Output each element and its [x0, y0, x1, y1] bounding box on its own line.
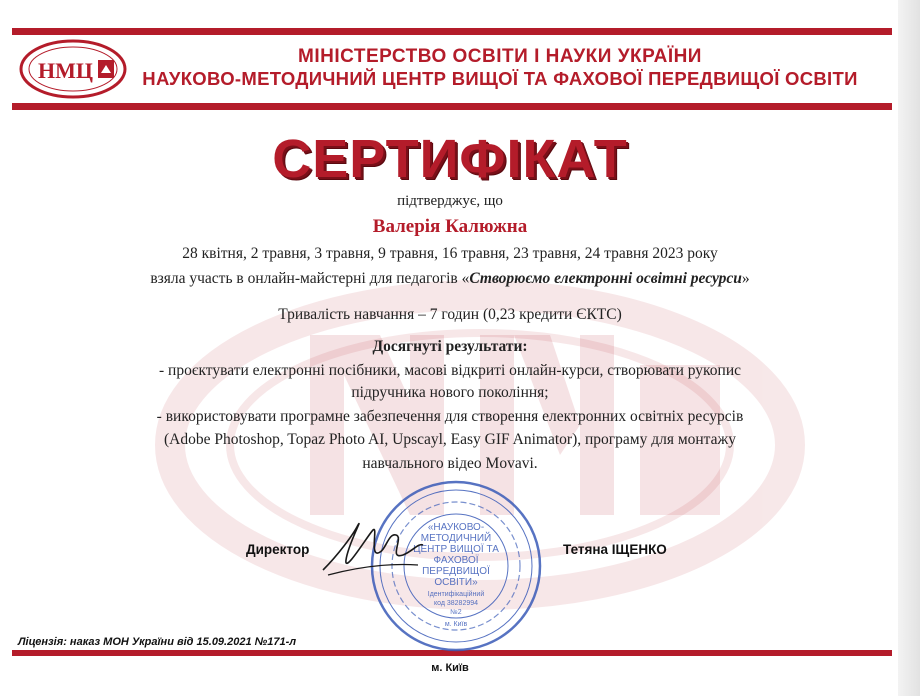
- logo-text: НМЦ: [38, 58, 93, 83]
- stamp-line: ПЕРЕДВИЩОЇ: [422, 566, 490, 577]
- training-duration: Тривалість навчання – 7 годин (0,23 кредити ЄКТС): [278, 306, 622, 323]
- recipient-name: Валерія Калюжна: [372, 216, 528, 237]
- header-red-bar: [12, 103, 892, 110]
- license-info: Ліцензія: наказ МОН України від 15.09.2021 №171-л: [18, 636, 297, 648]
- results-heading: Досягнуті результати:: [372, 338, 528, 355]
- stamp-code-label: Ідентифікаційний: [427, 591, 485, 598]
- stamp-line: ОСВІТИ»: [434, 577, 478, 588]
- stamp-line: «НАУКОВО-: [427, 522, 485, 533]
- city-label: м. Київ: [431, 662, 469, 674]
- participation-prefix: взяла участь в онлайн-майстерні для педагогів «: [150, 270, 470, 287]
- result-line: навчального відео Movavi.: [362, 455, 538, 472]
- page-edge-shadow: [898, 0, 920, 696]
- stamp-line: ФАХОВОЇ: [433, 555, 479, 566]
- result-line: - використовувати програмне забезпечення для створення електронних освітніх ресурсів: [156, 408, 744, 425]
- director-signature-icon: [318, 515, 428, 585]
- participation-text: [0, 270, 900, 288]
- participation-suffix: »: [741, 270, 750, 287]
- result-line: підручника нового покоління;: [351, 384, 549, 401]
- result-line: (Adobe Photoshop, Topaz Photo AI, Upscayl, Easy GIF Animator), програму для монтажу: [164, 431, 736, 448]
- stamp-line: ЦЕНТР ВИЩОЇ ТА: [413, 544, 499, 555]
- workshop-title: Створюємо електронні освітні ресурси: [469, 270, 742, 287]
- result-line: - проєктувати електронні посібники, масові відкриті онлайн-курси, створювати рукопис: [158, 362, 742, 379]
- stamp-code: код 38282994: [433, 600, 479, 607]
- center-name: НАУКОВО-МЕТОДИЧНИЙ ЦЕНТР ВИЩОЇ ТА ФАХОВОЇ ПЕРЕДВИЩОЇ ОСВІТИ: [142, 68, 858, 89]
- workshop-dates: 28 квітня, 2 травня, 3 травня, 9 травня, 16 травня, 23 травня, 24 травня 2023 року: [182, 245, 718, 262]
- stamp-line: МЕТОДИЧНИЙ: [420, 533, 492, 544]
- director-name: Тетяна ІЩЕНКО: [563, 542, 667, 557]
- top-red-bar: [12, 28, 892, 35]
- confirms-text: підтверджує, що: [397, 193, 503, 209]
- stamp-city: м. Київ: [444, 621, 468, 628]
- stamp-number: №2: [450, 609, 462, 616]
- director-label: Директор: [246, 542, 310, 557]
- ministry-name: МІНІСТЕРСТВО ОСВІТИ І НАУКИ УКРАЇНИ: [298, 46, 702, 67]
- certificate-title: СЕРТИФІКАТ: [272, 129, 628, 189]
